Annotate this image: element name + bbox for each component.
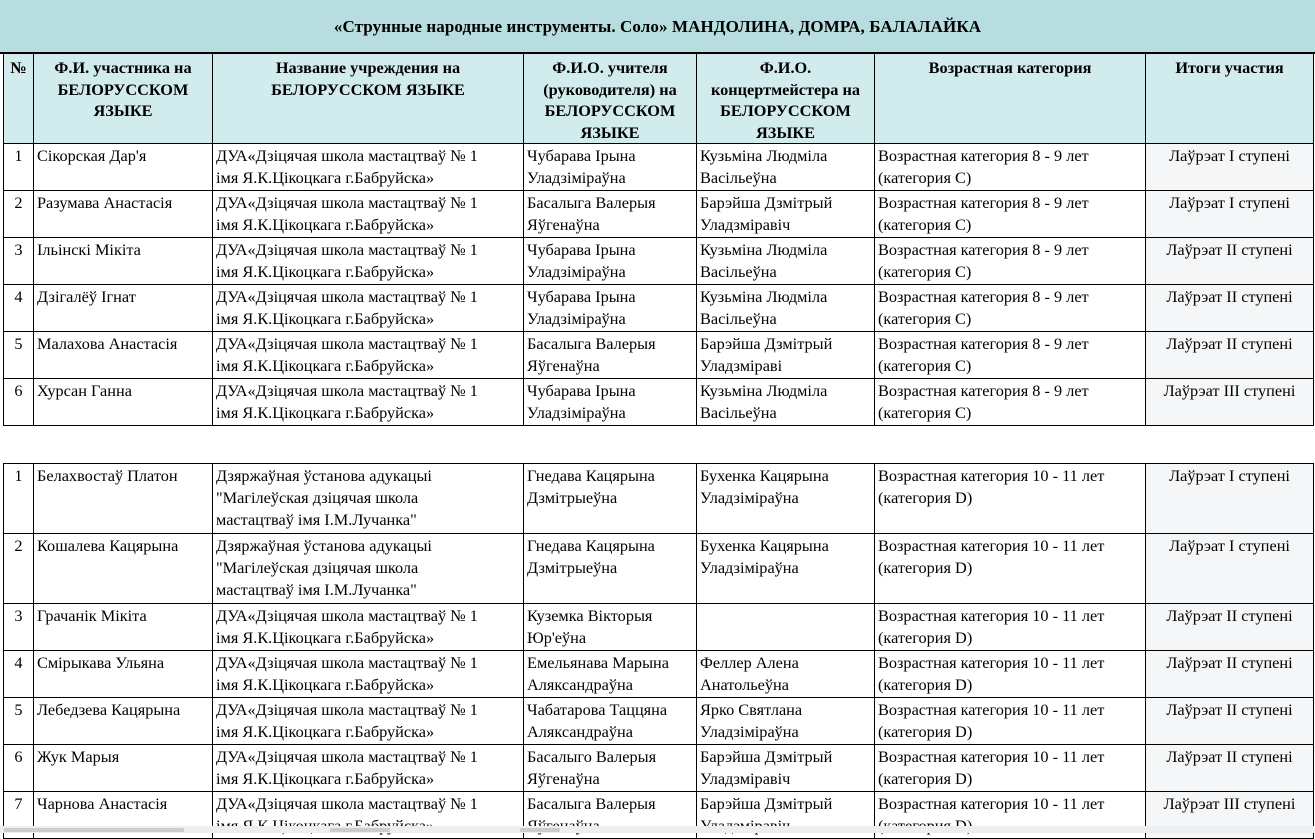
- accompanist-text: Васільеўна: [700, 309, 777, 328]
- teacher-text: Чубарава Ірына: [527, 287, 636, 306]
- col-header-teacher[interactable]: Ф.И.О. учителя (руководителя) на БЕЛОРУССКОМ ЯЗЫКЕ: [524, 54, 697, 144]
- age-category-cell[interactable]: [875, 285, 1146, 332]
- accompanist-text: Васільеўна: [700, 403, 777, 422]
- result-text: Лаўрэат II ступені: [1166, 653, 1293, 672]
- age-category-text: Возрастная категория 10 - 11 лет: [878, 700, 1105, 719]
- teacher-text: Уладзіміраўна: [527, 309, 626, 328]
- accompanist-cell[interactable]: [697, 191, 875, 238]
- result-cell[interactable]: [1146, 651, 1314, 698]
- results-table-8-9: [3, 53, 1314, 426]
- row-number-cell[interactable]: [4, 238, 34, 285]
- institution-text: ДУА«Дзіцячая школа мастацтваў № 1: [216, 240, 478, 259]
- accompanist-cell[interactable]: [697, 379, 875, 426]
- result-cell[interactable]: [1146, 464, 1314, 534]
- page-title: «Струнные народные инструменты. Соло» МАНДОЛИНА, ДОМРА, БАЛАЛАЙКА: [333, 17, 982, 36]
- institution-text: мастацтваў імя І.М.Лучанка": [216, 580, 417, 599]
- accompanist-text: Васільеўна: [700, 168, 777, 187]
- result-text: Лаўрэат II ступені: [1166, 606, 1293, 625]
- result-text: Лаўрэат I ступені: [1169, 536, 1290, 555]
- accompanist-cell[interactable]: [697, 332, 875, 379]
- teacher-text: Уладзіміраўна: [527, 403, 626, 422]
- institution-text: ДУА«Дзіцячая школа мастацтваў № 1: [216, 146, 478, 165]
- result-cell[interactable]: [1146, 285, 1314, 332]
- result-text: Лаўрэат II ступені: [1166, 287, 1293, 306]
- institution-cell[interactable]: [213, 332, 524, 379]
- table-row: [4, 604, 1314, 651]
- result-text: Лаўрэат I ступені: [1169, 466, 1290, 485]
- row-number-text: 2: [14, 193, 23, 212]
- table-row: [4, 285, 1314, 332]
- accompanist-text: Бухенка Кацярына: [700, 466, 829, 485]
- accompanist-text: Кузьміна Людміла: [700, 146, 828, 165]
- age-category-text: (категория D): [878, 488, 973, 507]
- institution-cell[interactable]: [213, 285, 524, 332]
- institution-cell[interactable]: [213, 191, 524, 238]
- participant-name-text: Дзігалёў Ігнат: [37, 287, 136, 306]
- participant-name-cell[interactable]: [34, 698, 213, 745]
- age-category-text: Возрастная категория 8 - 9 лет: [878, 240, 1089, 259]
- accompanist-text: Васільеўна: [700, 262, 777, 281]
- institution-text: імя Я.К.Цікоцкага г.Бабруйска»: [216, 168, 435, 187]
- accompanist-text: Ярко Святлана: [700, 700, 803, 719]
- teacher-cell[interactable]: [524, 534, 697, 604]
- participant-name-cell[interactable]: [34, 144, 213, 191]
- teacher-text: Уладзіміраўна: [527, 168, 626, 187]
- teacher-cell[interactable]: [524, 698, 697, 745]
- teacher-cell[interactable]: [524, 651, 697, 698]
- accompanist-text: Феллер Алена: [700, 653, 799, 672]
- teacher-text: Яўгенаўна: [527, 215, 600, 234]
- teacher-text: Уладзіміраўна: [527, 262, 626, 281]
- result-cell[interactable]: [1146, 238, 1314, 285]
- accompanist-text: Уладзіміраўна: [700, 488, 799, 507]
- teacher-text: Басалыго Валерыя: [527, 747, 657, 766]
- teacher-cell[interactable]: [524, 191, 697, 238]
- table-row: [4, 191, 1314, 238]
- row-number-cell[interactable]: [4, 144, 34, 191]
- teacher-text: Яўгенаўна: [527, 769, 600, 788]
- accompanist-text: Кузьміна Людміла: [700, 287, 828, 306]
- table-row: [4, 332, 1314, 379]
- age-category-cell[interactable]: [875, 745, 1146, 792]
- age-category-text: (категория С): [878, 262, 972, 281]
- col-header-participant[interactable]: Ф.И. участника на БЕЛОРУССКОМ ЯЗЫКЕ: [34, 54, 213, 144]
- teacher-cell[interactable]: [524, 238, 697, 285]
- banner: [0, 0, 1315, 54]
- row-number-cell[interactable]: [4, 651, 34, 698]
- teacher-cell[interactable]: [524, 332, 697, 379]
- age-category-text: (категория D): [878, 558, 973, 577]
- header-row: [4, 54, 1314, 144]
- participant-name-cell[interactable]: [34, 285, 213, 332]
- teacher-cell[interactable]: [524, 285, 697, 332]
- accompanist-cell[interactable]: [697, 651, 875, 698]
- row-number-cell[interactable]: [4, 464, 34, 534]
- participant-name-text: Смірыкава Ульяна: [37, 653, 165, 672]
- teacher-text: Чубарава Ірына: [527, 146, 636, 165]
- institution-text: "Магілеўская дзіцячая школа: [216, 488, 419, 507]
- institution-text: ДУА«Дзіцячая школа мастацтваў № 1: [216, 747, 478, 766]
- scrollbar-segment: [330, 828, 390, 832]
- age-category-text: (категория С): [878, 356, 972, 375]
- accompanist-text: Барэйша Дзмітрый: [700, 193, 833, 212]
- participant-name-cell[interactable]: [34, 745, 213, 792]
- institution-text: ДУА«Дзіцячая школа мастацтваў № 1: [216, 794, 478, 813]
- table-row: [4, 651, 1314, 698]
- teacher-text: Чубарава Ірына: [527, 381, 636, 400]
- accompanist-cell[interactable]: [697, 464, 875, 534]
- institution-text: ДУА«Дзіцячая школа мастацтваў № 1: [216, 606, 478, 625]
- row-number-cell[interactable]: [4, 332, 34, 379]
- institution-text: ДУА«Дзіцячая школа мастацтваў № 1: [216, 700, 478, 719]
- participant-name-text: Ільінскі Мікіта: [37, 240, 141, 259]
- result-cell[interactable]: [1146, 698, 1314, 745]
- row-number-text: 4: [14, 653, 23, 672]
- row-number-cell[interactable]: [4, 191, 34, 238]
- age-category-text: Возрастная категория 8 - 9 лет: [878, 334, 1089, 353]
- result-text: Лаўрэат II ступені: [1166, 240, 1293, 259]
- age-category-text: Возрастная категория 8 - 9 лет: [878, 193, 1089, 212]
- accompanist-text: Кузьміна Людміла: [700, 381, 828, 400]
- participant-name-cell[interactable]: [34, 191, 213, 238]
- institution-text: імя Я.К.Цікоцкага г.Бабруйска»: [216, 356, 435, 375]
- participant-name-cell[interactable]: [34, 238, 213, 285]
- participant-name-cell[interactable]: [34, 332, 213, 379]
- results-table-10-11: [3, 463, 1314, 839]
- teacher-cell[interactable]: [524, 464, 697, 534]
- teacher-text: Аляксандраўна: [527, 722, 633, 741]
- institution-cell[interactable]: [213, 464, 524, 534]
- institution-text: Дзяржаўная ўстанова адукацыі: [216, 536, 432, 555]
- participant-name-text: Сікорская Дар'я: [37, 146, 147, 165]
- institution-cell[interactable]: [213, 651, 524, 698]
- institution-text: імя Я.К.Цікоцкага г.Бабруйска»: [216, 403, 435, 422]
- result-cell[interactable]: [1146, 144, 1314, 191]
- teacher-cell[interactable]: [524, 144, 697, 191]
- accompanist-text: Барэйша Дзмітрый: [700, 334, 833, 353]
- age-category-text: Возрастная категория 10 - 11 лет: [878, 466, 1105, 485]
- accompanist-cell[interactable]: [697, 238, 875, 285]
- accompanist-cell[interactable]: [697, 285, 875, 332]
- age-category-cell[interactable]: [875, 604, 1146, 651]
- institution-text: ДУА«Дзіцячая школа мастацтваў № 1: [216, 334, 478, 353]
- result-cell[interactable]: [1146, 534, 1314, 604]
- col-header-accompanist[interactable]: Ф.И.О. концертмейстера на БЕЛОРУССКОМ ЯЗЫКЕ: [697, 54, 875, 144]
- teacher-cell[interactable]: [524, 604, 697, 651]
- teacher-text: Аляксандраўна: [527, 675, 633, 694]
- accompanist-text: Барэйша Дзмітрый: [700, 794, 833, 813]
- institution-text: імя Я.К.Цікоцкага г.Бабруйска»: [216, 722, 435, 741]
- teacher-text: Дзмітрыеўна: [527, 488, 618, 507]
- institution-cell[interactable]: [213, 144, 524, 191]
- row-number-text: 1: [14, 466, 23, 485]
- institution-text: ДУА«Дзіцячая школа мастацтваў № 1: [216, 287, 478, 306]
- accompanist-cell[interactable]: [697, 745, 875, 792]
- teacher-cell[interactable]: [524, 379, 697, 426]
- age-category-text: Возрастная категория 8 - 9 лет: [878, 146, 1089, 165]
- result-text: Лаўрэат III ступені: [1163, 794, 1296, 813]
- teacher-text: Гнедава Кацярына: [527, 536, 655, 555]
- participant-name-text: Малахова Анастасія: [37, 334, 178, 353]
- institution-text: ДУА«Дзіцячая школа мастацтваў № 1: [216, 381, 478, 400]
- row-number-cell[interactable]: [4, 534, 34, 604]
- participant-name-cell[interactable]: [34, 379, 213, 426]
- age-category-text: Возрастная категория 10 - 11 лет: [878, 794, 1105, 813]
- result-text: Лаўрэат I ступені: [1169, 146, 1290, 165]
- participant-name-text: Чарнова Анастасія: [37, 794, 168, 813]
- scrollbar-segment: [520, 828, 560, 832]
- accompanist-text: Кузьміна Людміла: [700, 240, 828, 259]
- participant-name-text: Кошалева Кацярына: [37, 536, 179, 555]
- age-category-cell[interactable]: [875, 464, 1146, 534]
- participant-name-text: Грачанік Мікіта: [37, 606, 147, 625]
- result-cell[interactable]: [1146, 604, 1314, 651]
- result-text: Лаўрэат II ступені: [1166, 334, 1293, 353]
- table-row: [4, 745, 1314, 792]
- row-number-text: 3: [14, 240, 23, 259]
- age-category-text: (категория D): [878, 769, 973, 788]
- table-row: [4, 238, 1314, 285]
- teacher-text: Чабатарова Таццяна: [527, 700, 668, 719]
- institution-text: імя Я.К.Цікоцкага г.Бабруйска»: [216, 769, 435, 788]
- col-header-institution[interactable]: Название учреждения на БЕЛОРУССКОМ ЯЗЫКЕ: [213, 54, 524, 144]
- age-category-text: (категория D): [878, 675, 973, 694]
- teacher-text: Гнедава Кацярына: [527, 466, 655, 485]
- row-number-text: 1: [14, 146, 23, 165]
- age-category-cell[interactable]: [875, 144, 1146, 191]
- row-number-cell[interactable]: [4, 698, 34, 745]
- age-category-text: Возрастная категория 10 - 11 лет: [878, 536, 1105, 555]
- result-cell[interactable]: [1146, 191, 1314, 238]
- institution-cell[interactable]: [213, 745, 524, 792]
- participant-name-text: Жук Марыя: [37, 747, 120, 766]
- institution-text: мастацтваў імя І.М.Лучанка": [216, 510, 417, 529]
- institution-text: імя Я.К.Цікоцкага г.Бабруйска»: [216, 675, 435, 694]
- teacher-text: Емельянава Марына: [527, 653, 669, 672]
- age-category-cell[interactable]: [875, 191, 1146, 238]
- row-number-text: 2: [14, 536, 23, 555]
- age-category-text: (категория С): [878, 403, 972, 422]
- age-category-cell[interactable]: [875, 332, 1146, 379]
- age-category-text: Возрастная категория 8 - 9 лет: [878, 287, 1089, 306]
- result-cell[interactable]: [1146, 379, 1314, 426]
- row-number-text: 6: [14, 381, 23, 400]
- teacher-text: Дзмітрыеўна: [527, 558, 618, 577]
- institution-text: імя Я.К.Цікоцкага г.Бабруйска»: [216, 309, 435, 328]
- row-number-text: 5: [14, 700, 23, 719]
- participant-name-cell[interactable]: [34, 534, 213, 604]
- table-row: [4, 534, 1314, 604]
- accompanist-text: Уладзіміраўна: [700, 722, 799, 741]
- table-row: [4, 464, 1314, 534]
- result-text: Лаўрэат II ступені: [1166, 747, 1293, 766]
- row-number-text: 6: [14, 747, 23, 766]
- result-cell[interactable]: [1146, 745, 1314, 792]
- participant-name-cell[interactable]: [34, 464, 213, 534]
- participant-name-text: Белахвостаў Платон: [37, 466, 178, 485]
- col-header-age-category[interactable]: Возрастная категория: [875, 54, 1146, 144]
- accompanist-cell[interactable]: [697, 144, 875, 191]
- institution-text: ДУА«Дзіцячая школа мастацтваў № 1: [216, 653, 478, 672]
- result-text: Лаўрэат I ступені: [1169, 193, 1290, 212]
- table-row: [4, 144, 1314, 191]
- age-category-text: (категория D): [878, 722, 973, 741]
- age-category-text: Возрастная категория 10 - 11 лет: [878, 653, 1105, 672]
- accompanist-text: Барэйша Дзмітрый: [700, 747, 833, 766]
- institution-text: ДУА«Дзіцячая школа мастацтваў № 1: [216, 193, 478, 212]
- age-category-text: (категория D): [878, 628, 973, 647]
- accompanist-cell[interactable]: [697, 534, 875, 604]
- participant-name-text: Лебедзева Кацярына: [37, 700, 181, 719]
- age-category-cell[interactable]: [875, 534, 1146, 604]
- teacher-cell[interactable]: [524, 745, 697, 792]
- age-category-text: Возрастная категория 8 - 9 лет: [878, 381, 1089, 400]
- age-category-text: Возрастная категория 10 - 11 лет: [878, 747, 1105, 766]
- accompanist-text: Уладзміраві: [700, 356, 783, 375]
- institution-cell[interactable]: [213, 534, 524, 604]
- row-number-text: 5: [14, 334, 23, 353]
- accompanist-text: Уладзіміраўна: [700, 558, 799, 577]
- participant-name-text: Разумава Анастасія: [37, 193, 173, 212]
- teacher-text: Куземка Вікторыя: [527, 606, 653, 625]
- age-category-text: (категория С): [878, 215, 972, 234]
- result-text: Лаўрэат III ступені: [1163, 381, 1296, 400]
- accompanist-cell[interactable]: [697, 604, 875, 651]
- table-row: [4, 698, 1314, 745]
- accompanist-text: Бухенка Кацярына: [700, 536, 829, 555]
- row-number-text: 7: [14, 794, 23, 813]
- institution-cell[interactable]: [213, 604, 524, 651]
- institution-text: імя Я.К.Цікоцкага г.Бабруйска»: [216, 262, 435, 281]
- row-number-cell[interactable]: [4, 745, 34, 792]
- col-header-result[interactable]: Итоги участия: [1146, 54, 1314, 144]
- row-number-text: 3: [14, 606, 23, 625]
- teacher-text: Яўгенаўна: [527, 356, 600, 375]
- row-number-text: 4: [14, 287, 23, 306]
- institution-cell[interactable]: [213, 698, 524, 745]
- age-category-cell[interactable]: [875, 379, 1146, 426]
- institution-text: "Магілеўская дзіцячая школа: [216, 558, 419, 577]
- row-number-cell[interactable]: [4, 285, 34, 332]
- age-category-cell[interactable]: [875, 238, 1146, 285]
- institution-cell[interactable]: [213, 238, 524, 285]
- teacher-text: Басалыга Валерыя: [527, 794, 656, 813]
- participant-name-text: Хурсан Ганна: [37, 381, 132, 400]
- row-number-cell[interactable]: [4, 604, 34, 651]
- participant-name-cell[interactable]: [34, 604, 213, 651]
- accompanist-text: Уладзміравіч: [700, 769, 791, 788]
- teacher-text: Басалыга Валерыя: [527, 334, 656, 353]
- age-category-text: Возрастная категория 10 - 11 лет: [878, 606, 1105, 625]
- result-cell[interactable]: [1146, 332, 1314, 379]
- horizontal-scrollbar[interactable]: [0, 826, 1315, 833]
- teacher-text: Юр'еўна: [527, 628, 587, 647]
- age-category-cell[interactable]: [875, 698, 1146, 745]
- age-category-text: (категория С): [878, 168, 972, 187]
- accompanist-text: Анатольеўна: [700, 675, 789, 694]
- age-category-text: (категория С): [878, 309, 972, 328]
- age-category-cell[interactable]: [875, 651, 1146, 698]
- accompanist-text: Уладзміравіч: [700, 215, 791, 234]
- scrollbar-thumb[interactable]: [4, 828, 184, 832]
- institution-text: Дзяржаўная ўстанова адукацыі: [216, 466, 432, 485]
- row-number-cell[interactable]: [4, 379, 34, 426]
- col-header-number[interactable]: №: [4, 54, 34, 144]
- institution-text: імя Я.К.Цікоцкага г.Бабруйска»: [216, 215, 435, 234]
- teacher-text: Чубарава Ірына: [527, 240, 636, 259]
- accompanist-cell[interactable]: [697, 698, 875, 745]
- result-text: Лаўрэат II ступені: [1166, 700, 1293, 719]
- teacher-text: Басалыга Валерыя: [527, 193, 656, 212]
- table-row: [4, 379, 1314, 426]
- participant-name-cell[interactable]: [34, 651, 213, 698]
- institution-cell[interactable]: [213, 379, 524, 426]
- institution-text: імя Я.К.Цікоцкага г.Бабруйска»: [216, 628, 435, 647]
